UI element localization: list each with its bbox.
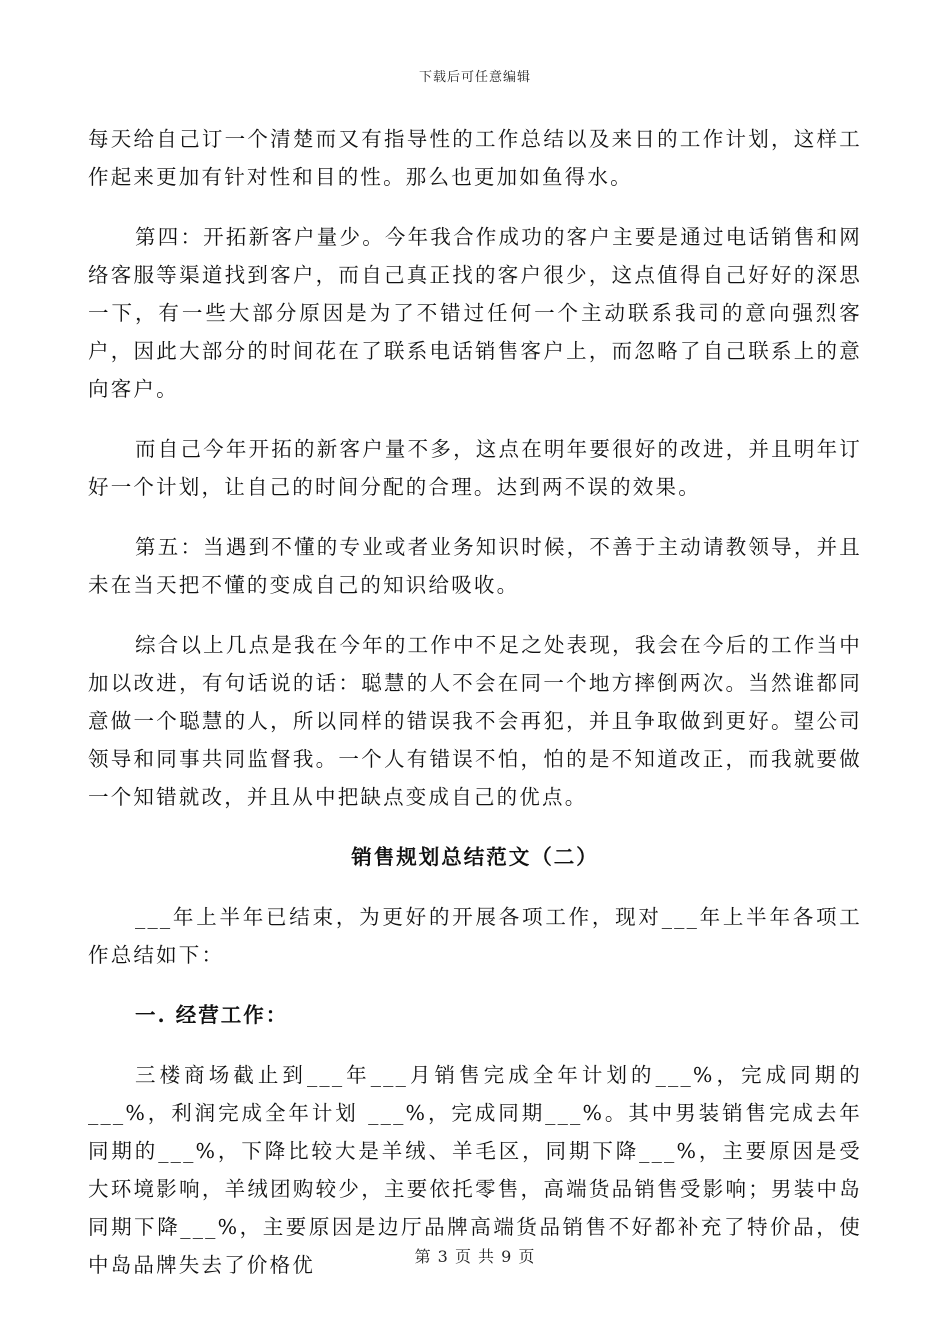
header-note: 下载后可任意编辑 (418, 70, 531, 85)
paragraph-point-four: 第四：开拓新客户量少。今年我合作成功的客户主要是通过电话销售和网络客服等渠道找到客户，而自己真正找的客户很少，这点值得自己好好的深思一下，有一些大部分原因是为了不错过任何一个主动联系我司的意向强烈客户，因此大部分的时间花在了联系电话销售客户上，而忽略了自己联系上的意向客户。 (88, 225, 862, 401)
paragraph-point-five: 第五：当遇到不懂的专业或者业务知识时候，不善于主动请教领导，并且未在当天把不懂的变成自己的知识给吸收。 (88, 535, 862, 597)
section-title: 销售规划总结范文（二） (351, 845, 599, 869)
section-intro: ___年上半年已结束，为更好的开展各项工作，现对___年上半年各项工作总结如下： (88, 905, 862, 967)
section-body: 三楼商场截止到___年___月销售完成全年计划的___%，完成同期的___%，利润完成全年计划 ___%，完成同期___%。其中男装销售完成去年同期的___%，下降比较大是羊绒、羊毛区，同期下降___%，主要原因是受大环境影响，羊绒团购较少，主要依托零售，高端货品销售受影响；男装中岛同期下降___%，主要原因是边厅品牌高端货品销售不好都补充了特价品，使中岛品牌失去了价格优 (88, 1063, 862, 1277)
section-subheading: 一. 经营工作： (135, 1003, 289, 1027)
page-number: 第 3 页 共 9 页 (414, 1247, 536, 1266)
paragraph-summary: 综合以上几点是我在今年的工作中不足之处表现，我会在今后的工作当中加以改进，有句话说的话：聪慧的人不会在同一个地方摔倒两次。当然谁都同意做一个聪慧的人，所以同样的错误我不会再犯，并且争取做到更好。望公司领导和同事共同监督我。一个人有错误不怕，怕的是不知道改正，而我就要做一个知错就改，并且从中把缺点变成自己的优点。 (88, 633, 862, 809)
paragraph-work-plan: 每天给自己订一个清楚而又有指导性的工作总结以及来日的工作计划，这样工作起来更加有针对性和目的性。那么也更加如鱼得水。 (88, 127, 862, 189)
paragraph-new-clients: 而自己今年开拓的新客户量不多，这点在明年要很好的改进，并且明年订好一个计划，让自己的时间分配的合理。达到两不误的效果。 (88, 437, 862, 499)
document-body (88, 120, 862, 1306)
